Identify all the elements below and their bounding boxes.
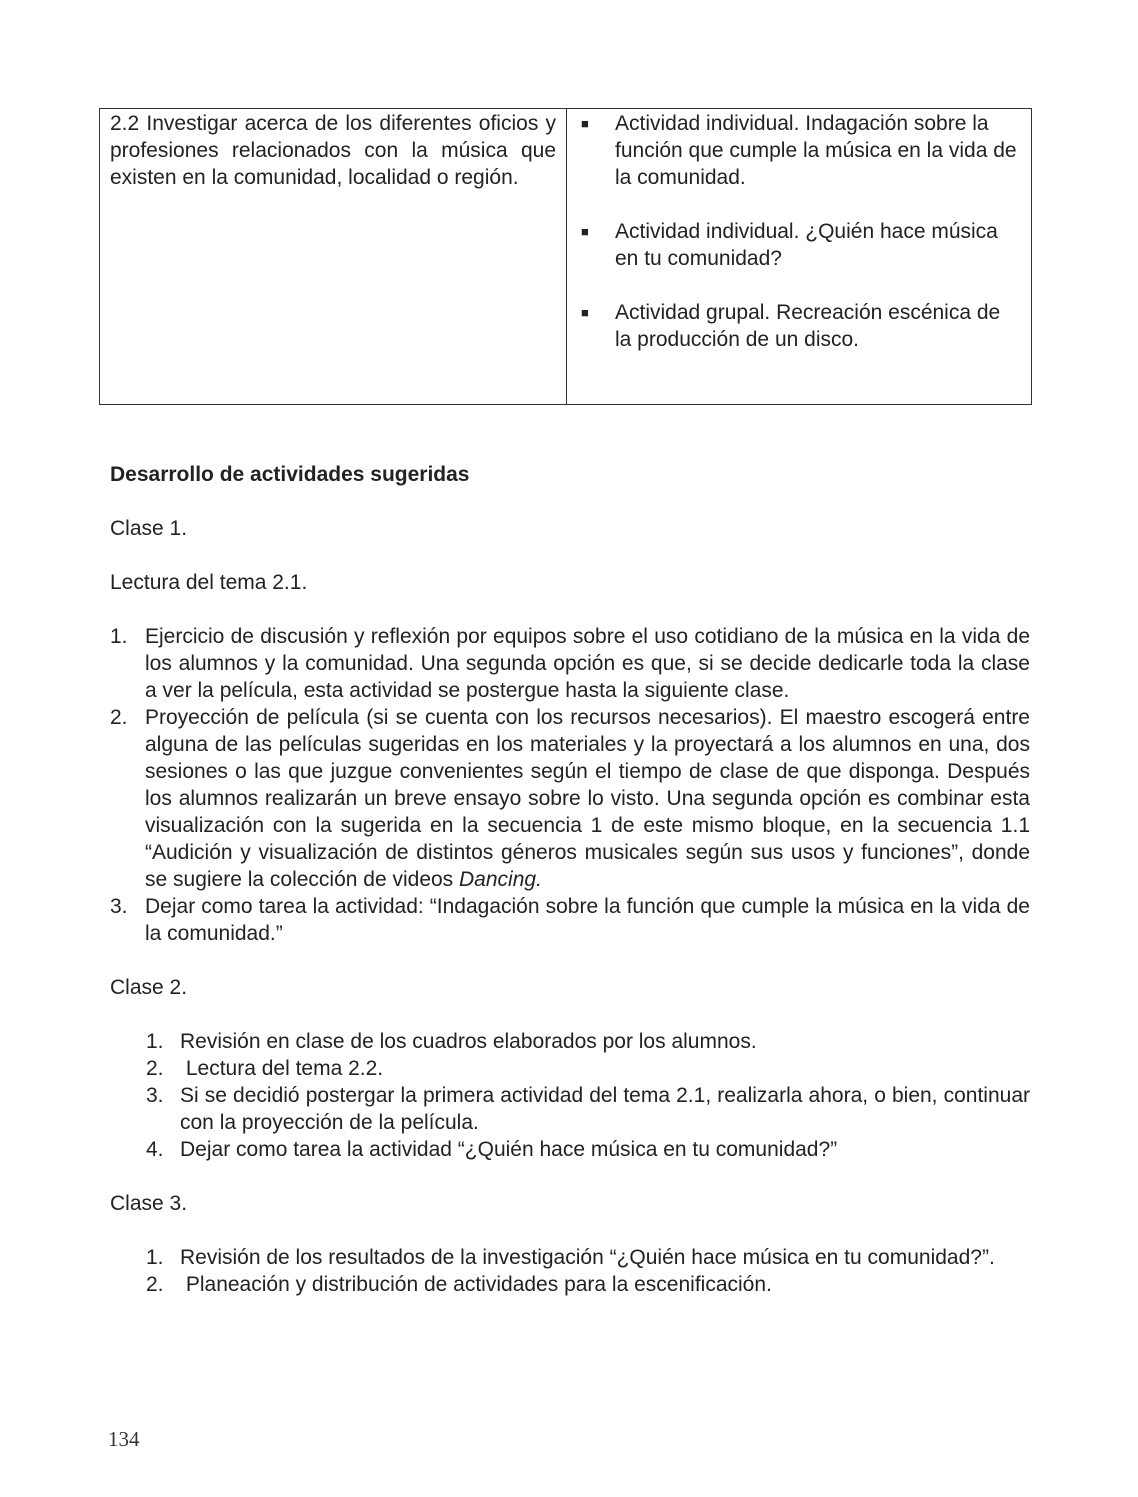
square-bullet-icon: ■ [581,224,589,239]
item-number: 2. [110,706,128,729]
item-text: Revisión en clase de los cuadros elaborados por los alumnos. [180,1030,757,1053]
main-content [110,461,1030,1325]
item-number: 2. [146,1057,164,1080]
list-item [110,623,1030,704]
list-item [110,1028,1030,1055]
item-number: 3. [146,1084,164,1107]
item-text-wrapper [145,704,1030,893]
square-bullet-icon: ■ [581,116,589,131]
activities-table [99,108,1032,405]
class1-list [110,623,1030,947]
italic-title: Dancing. [459,868,542,891]
list-item [581,218,1017,272]
item-text: Lectura del tema 2.2. [180,1057,384,1080]
item-text: Proyección de película (si se cuenta con los recursos necesarios). El maestro escogerá entre alguna de las películas sugeridas en los materiales y la proyectará a los alumnos en una, dos sesiones o las que juzgue convenientes según el tiempo de clase de que disponga. Después los alumnos realizarán un breve ensayo sobre lo visto. Una segunda opción es combinar esta visualización con la sugerida en la secuencia 1 de este mismo bloque, en la secuencia 1.1 “Audición y visualización de distintos géneros musicales según sus usos y funciones”, donde se sugiere la colección de videos [145,706,1030,891]
item-text: Revisión de los resultados de la investigación “¿Quién hace música en tu comunidad?”. [180,1246,995,1269]
list-item [110,1244,1030,1271]
item-text: Dejar como tarea la actividad “¿Quién hace música en tu comunidad?” [180,1138,838,1161]
bullet-text: Actividad grupal. Recreación escénica de la producción de un disco. [615,301,1001,351]
item-text: Dejar como tarea la actividad: “Indagación sobre la función que cumple la música en la vida de la comunidad.” [145,895,1030,945]
list-item [581,299,1017,353]
item-text: Si se decidió postergar la primera actividad del tema 2.1, realizarla ahora, o bien, continuar con la proyección de la película. [180,1084,1030,1134]
bullet-text: Actividad individual. ¿Quién hace música en tu comunidad? [615,220,998,270]
list-item [110,1082,1030,1136]
item-text: Ejercicio de discusión y reflexión por equipos sobre el uso cotidiano de la música en la vida de los alumnos y la comunidad. Una segunda opción es que, si se decide dedicarle toda la clase a ver la película, esta actividad se postergue hasta la siguiente clase. [145,625,1030,702]
item-number: 4. [146,1138,164,1161]
list-item [110,1271,1030,1298]
item-number: 3. [110,895,128,918]
item-number: 1. [146,1030,164,1053]
list-item [110,704,1030,893]
class-title: Clase 1. [110,517,188,540]
class3-list [110,1244,1030,1298]
list-item [110,1136,1030,1163]
list-item [581,110,1017,191]
item-number: 2. [146,1273,164,1296]
page-number: 134 [108,1427,140,1451]
square-bullet-icon: ■ [581,305,589,320]
list-item [110,893,1030,947]
list-item [110,1055,1030,1082]
item-number: 1. [110,625,128,648]
section-heading: Desarrollo de actividades sugeridas [110,463,470,486]
item-number: 1. [146,1246,164,1269]
class-title: Clase 2. [110,976,188,999]
class2-list [110,1028,1030,1163]
class-title: Clase 3. [110,1192,188,1215]
bullet-text: Actividad individual. Indagación sobre la función que cumple la música en la vida de la comunidad. [615,112,1017,189]
table-cell-activities [567,109,1031,404]
table-cell-objective: 2.2 Investigar acerca de los diferentes oficios y profesiones relacionados con la música que existen en la comunidad, localidad o región. [100,109,567,404]
item-text: Planeación y distribución de actividades para la escenificación. [180,1273,772,1296]
reading-line: Lectura del tema 2.1. [110,571,308,594]
